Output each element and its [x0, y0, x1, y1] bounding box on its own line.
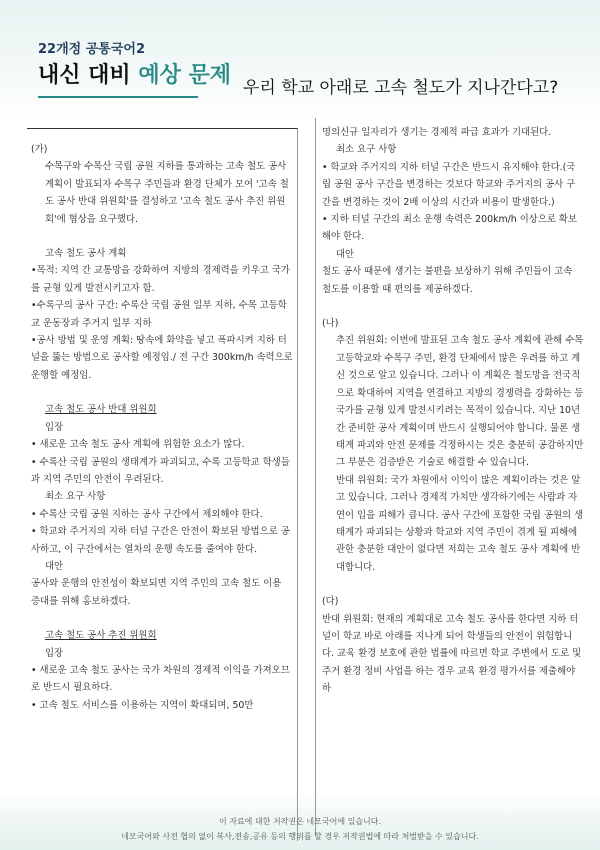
promote-stance-item: • 고속 철도 서비스를 이용하는 지역이 확대되며, 50만	[31, 699, 254, 711]
plan-item: •수록구의 공사 구간: 수록산 국립 공원 일부 지하, 수목 고등학교 운동장과 주거지 일부 지하	[31, 300, 287, 329]
oppose-min-item: • 학교와 주거지의 지하 터널 구간은 안전이 확보된 방법으로 공사하고, 이 구간에서는 열차의 운행 속도를 줄여야 한다.	[31, 526, 290, 555]
header-underline	[38, 96, 198, 98]
title-accent: 예상 문제	[138, 63, 231, 88]
promote-stance-item: • 새로운 고속 철도 공사는 국가 차원의 경제적 이익을 가져오므로 반드시 필요하다.	[31, 664, 290, 694]
oppose-stance-item: • 수록산 국립 공원의 생태계가 파괴되고, 수록 고등학교 학생들과 지역 주민의 안전이 우려된다.	[31, 456, 290, 485]
promote-min-label: 최소 요구 사항	[336, 144, 397, 156]
course-subtitle: 22개정 공통국어2	[38, 42, 146, 57]
oppose-min-item: • 수록산 국립 공원 지하는 공사 구간에서 제외해야 한다.	[31, 508, 263, 520]
lesson-topic: 우리 학교 아래로 고속 철도가 지나간다고?	[243, 78, 559, 98]
right-column	[315, 118, 584, 836]
promote-alt-label: 대안	[336, 248, 355, 260]
oppose-stance-label: 입장	[45, 421, 64, 433]
section-da-label: (다)	[322, 596, 339, 608]
oppose-heading: 고속 철도 공사 반대 위원회	[45, 404, 157, 416]
left-column	[27, 128, 298, 841]
oppose-alt-label: 대안	[45, 560, 64, 572]
page-title	[38, 58, 231, 89]
da-paragraph: 반대 위원회: 현재의 계획대로 고속 철도 공사를 한다면 지하 터널이 학교 바로 아래를 지나게 되어 학생들의 안전이 위험합니다. 교육 환경 보호에 관한 법률에 따르면 학교 주변에서 도로 및 주거 환경 정비 사업을 하는 경우 교육 환경 평가서를 제출해야 하	[322, 613, 582, 695]
promote-min-item: • 지하 터널 구간의 최소 운행 속력은 200km/h 이상으로 확보해야 한다.	[322, 214, 578, 243]
plan-item: •공사 방법 및 운영 계획: 땅속에 화약을 넣고 폭파시켜 지하 터널을 뚫는 방법으로 공사할 예정임./ 전 구간 300km/h 속력으로 운행할 예정임.	[31, 335, 293, 381]
promote-alt-text: 철도 공사 때문에 생기는 불편을 보상하기 위해 주민들이 고속 철도를 이용할 때 편의를 제공하겠다.	[322, 266, 573, 295]
copyright-notice: 이 자료에 대한 저작권은 네모국어에 있습니다.	[218, 817, 382, 826]
oppose-min-label: 최소 요구 사항	[45, 491, 106, 503]
plan-heading: 고속 철도 공사 계획	[45, 248, 127, 260]
ga-intro: 수목구와 수목산 국립 공원 지하를 통과하는 고속 철도 공사 계획이 발표되자 수목구 주민들과 환경 단체가 모여 '고속 철도 공사 반대 위원회'를 결성하고 '고속 철도 공사 추진 위원회'에 협상을 요구했다.	[45, 161, 289, 225]
promote-min-item: • 학교와 주거지의 지하 터널 구간은 반드시 유지해야 한다.(국립 공원 공사 구간을 변경하는 것보다 학교와 주거지의 공사 구간을 변경하는 것이 2배 이상의 시간과 비용이 발생한다.)	[322, 161, 576, 208]
title-plain: 내신 대비	[38, 63, 139, 88]
na-paragraph-promote: 추진 위원회: 이번에 발표된 고속 철도 공사 계획에 관해 수목 고등학교와 수목구 주민, 환경 단체에서 많은 우려를 하고 계신 것으로 알고 있습니다. 그러나 이 계획은 철도망을 전국적으로 확대하여 지역을 연결하고 지방의 경쟁력을 강화하는 등 국가를 균형 있게 발전시키려는 목적이 있습니다. 지난 10년간 준비한 공사 계획이며 반드시 실행되어야 합니다. 물론 생태계 파괴와 안전 문제를 걱정하시는 것은 충분히 공감하지만 그 부분은 검증받은 기술로 해결할 수 있습니다.	[336, 335, 584, 469]
oppose-alt-text: 공사와 운행의 안전성이 확보되면 지역 주민의 고속 철도 이용 증대를 위해 홍보하겠다.	[31, 578, 282, 607]
copyright-warning: 네모국어와 사전 협의 없이 복사,전송,공유 등의 행위를 할 경우 저작권법에 따라 처벌받을 수 있습니다.	[121, 832, 479, 841]
promote-stance-label: 입장	[45, 647, 64, 659]
section-ga-label: (가)	[31, 144, 48, 155]
promote-continued-text: 명의신규 일자리가 생기는 경제적 파급 효과가 기대된다.	[322, 127, 552, 138]
plan-item: •목적: 지역 간 교통망을 강화하여 지방의 경제력을 키우고 국가를 균형 있게 발전시키고자 함.	[31, 265, 290, 294]
na-paragraph-oppose: 반대 위원회: 국가 차원에서 이익이 많은 계획이라는 것은 알고 있습니다. 그러나 경제적 가치만 생각하기에는 사람과 자연이 입을 피해가 큽니다. 공사 구간에 포함한 국립 공원의 생태계가 파괴되는 상황과 학교와 지역 주민이 겪게 될 피해에 관한 충분한 대안이 없다면 저희는 고속 철도 공사 계획에 반대합니다.	[336, 474, 584, 573]
oppose-stance-item: • 새로운 고속 철도 공사 계획에 위험한 요소가 많다.	[31, 439, 245, 451]
section-na-label: (나)	[322, 318, 339, 330]
promote-heading: 고속 철도 공사 추진 위원회	[45, 630, 157, 642]
